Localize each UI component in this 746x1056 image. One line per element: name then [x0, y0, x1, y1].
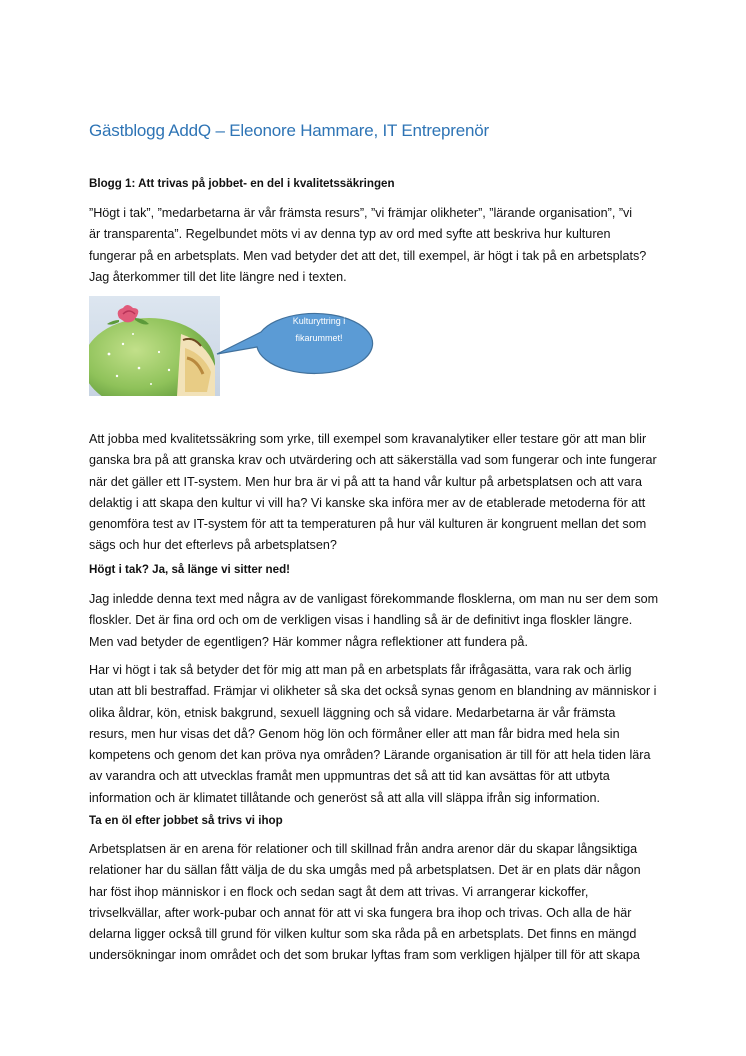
text-line: av varandra och att utvecklas framåt men uppmuntras det så att tid kan avsättas för att utbyta: [89, 769, 610, 784]
text-line: olika åldrar, kön, etnisk bakgrund, sexuell läggning och så vidare. Medarbetarna är vår främsta: [89, 705, 616, 720]
text-line: Jag inledde denna text med några av de vanligast förekommande flosklerna, om man nu ser dem som: [89, 592, 659, 606]
blog-title: Gästblogg AddQ – Eleonore Hammare, IT Entreprenör: [89, 121, 489, 140]
text-line: resurs, men hur visas det då? Genom hög lön och förmåner eller att man får bidra med hela sin: [89, 726, 620, 741]
paragraph-2: [89, 429, 669, 557]
speech-bubble-text: [264, 313, 374, 347]
cake-photo: [89, 296, 220, 396]
text-line: trivselkvällar, after work-pubar och annat för att vi ska fungera bra ihop och trivas. Och alla de här: [89, 905, 632, 920]
text-line: ganska bra på att granska krav och utvärdering och att säkerställa vad som fungerar och inte fungerar: [89, 453, 657, 468]
section-heading-ta-en-ol: Ta en öl efter jobbet så trivs vi ihop: [89, 814, 283, 827]
text-line: information och är klimatet tillåtande och generöst så att alla vill släppa ifrån sig information.: [89, 790, 601, 805]
text-line: undersökningar inom området och det som brukar lyftas fram som verkligen hjälper till för att skapa: [89, 948, 640, 963]
text-line: genomföra test av IT-system för att ta temperaturen på hur väl kulturen är kongruent mellan det som: [89, 517, 647, 532]
bubble-line: fikarummet!: [295, 333, 343, 343]
text-line: relationer har du sällan fått välja de du ska umgås med på arbetsplatsen. Det är en plats där någon: [89, 863, 641, 878]
text-line: fungerar på en arbetsplats. Men vad betyder det att det, till exempel, är högt i tak på en arbetsplats?: [89, 248, 647, 263]
text-line: ”Högt i tak”, ”medarbetarna är vår främsta resurs”, ”vi främjar olikheter”, ”lärande organisation”, ”vi: [89, 206, 633, 220]
paragraph-3: [89, 589, 669, 653]
text-line: floskler. Det är fina ord och om de verkligen visas i handling så är de definitivt inga floskler längre.: [89, 613, 633, 628]
section-heading-hogt-i-tak: Högt i tak? Ja, så länge vi sitter ned!: [89, 563, 291, 576]
text-line: Arbetsplatsen är en arena för relationer och till skillnad från andra arenor där du skapar långsiktiga: [89, 842, 638, 856]
text-line: när det gäller ett IT-system. Men hur bra är vi på att ta hand vår kultur på arbetsplatsen och att vara: [89, 474, 643, 489]
text-line: delarna ligger också till grund för vilken kultur som ska råda på en arbetsplats. Det finns en mängd: [89, 927, 637, 942]
bubble-line: Kulturyttring i: [292, 316, 346, 326]
text-line: Men vad betyder de egentligen? Här kommer några reflektioner att fundera på.: [89, 634, 528, 649]
paragraph-5: [89, 839, 669, 967]
text-line: Att jobba med kvalitetssäkring som yrke, till exempel som kravanalytiker eller testare gör att man blir: [89, 432, 647, 446]
text-line: har föst ihop människor i en flock och sedan sagt åt dem att trivas. Vi arrangerar kickoffer,: [89, 884, 589, 899]
intro-paragraph: [89, 203, 669, 288]
text-line: kompetens och genom det kan pröva nya områden? Lärande organisation är till för att hela tiden lära: [89, 748, 651, 763]
text-line: Jag återkommer till det lite längre ned i texten.: [89, 269, 347, 284]
paragraph-4: [89, 660, 669, 809]
text-line: delaktig i att skapa den kultur vi vill ha? Vi kanske ska införa mer av de etablerade metoderna för att: [89, 495, 646, 510]
text-line: Har vi högt i tak så betyder det för mig att man på en arbetsplats får ifrågasätta, vara rak och ärlig: [89, 663, 632, 677]
blog-heading: Blogg 1: Att trivas på jobbet- en del i kvalitetssäkringen: [89, 177, 395, 190]
text-line: sägs och hur det efterlevs på arbetsplatsen?: [89, 538, 337, 553]
text-line: är transparenta”. Regelbundet möts vi av denna typ av ord med syfte att beskriva hur kulturen: [89, 227, 611, 242]
text-line: utan att bli bestraffad. Främjar vi olikheter så ska det också synas genom en blandning av människor i: [89, 684, 657, 699]
